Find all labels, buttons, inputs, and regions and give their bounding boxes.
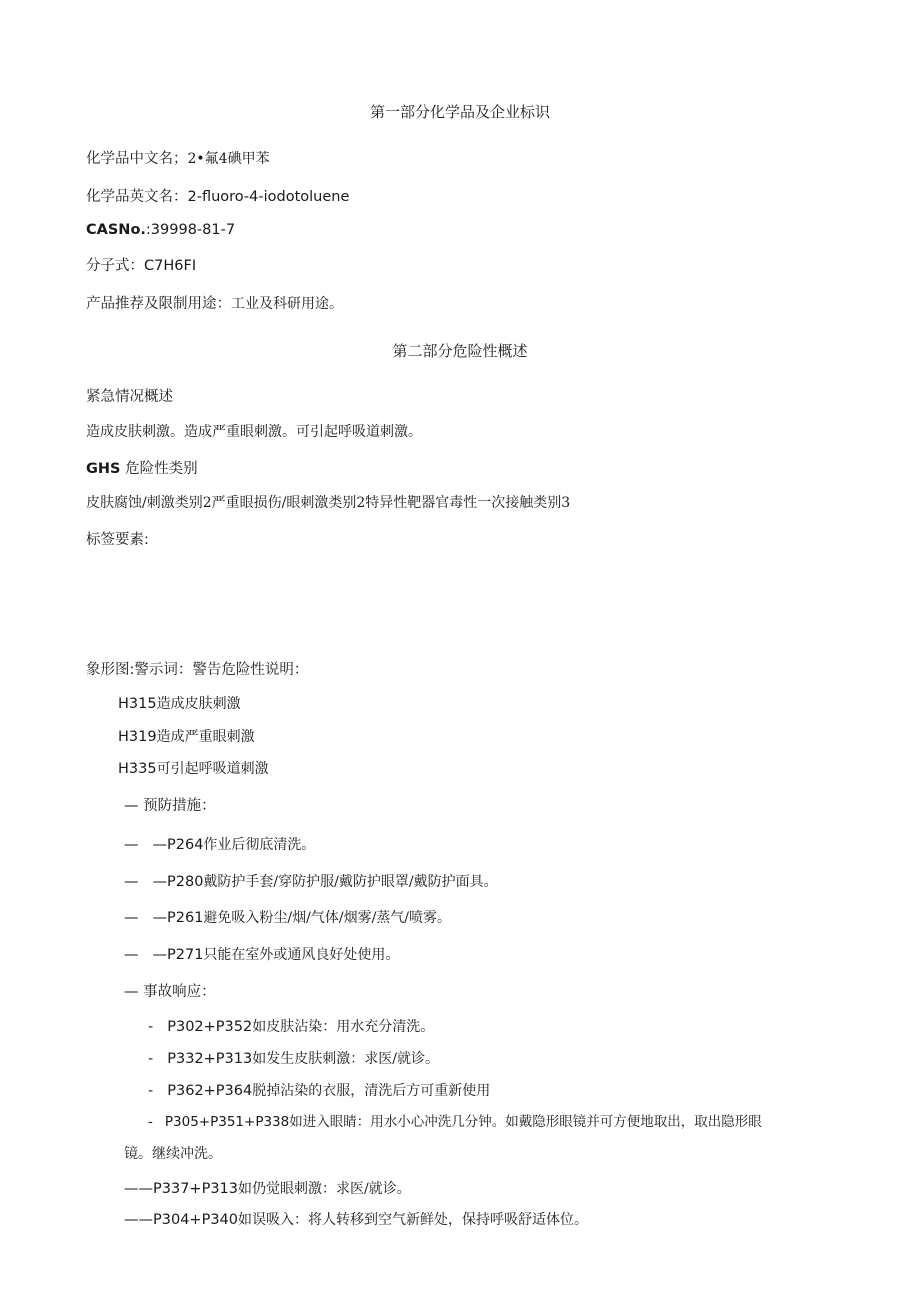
- precaution-text: 如误吸入：将人转移到空气新鲜处，保持呼吸舒适体位。: [238, 1212, 588, 1228]
- dash-marker: —: [124, 947, 139, 963]
- prevention-heading: — 预防措施：: [124, 798, 216, 814]
- prevention-item: [124, 835, 315, 855]
- precaution-code: P362+P364: [167, 1083, 253, 1099]
- precaution-text: 如发生皮肤刺激：求医/就诊。: [252, 1051, 439, 1067]
- dash-marker: -: [148, 1019, 154, 1035]
- precaution-code: P302+P352: [167, 1019, 253, 1035]
- hazard-code: H315: [118, 696, 157, 712]
- precaution-code: —P271: [152, 947, 204, 963]
- use-label: 产品推荐及限制用途：: [86, 296, 231, 312]
- formula-row: [86, 256, 196, 276]
- response-continuation: 镜。继续冲洗。: [124, 1146, 222, 1162]
- precaution-code: P305+P351+P338: [164, 1114, 290, 1130]
- response-item: [148, 1112, 762, 1132]
- chinese-name-label: 化学品中文名；: [86, 151, 188, 167]
- precaution-text: 只能在室外或通风良好处使用。: [203, 947, 400, 963]
- english-name-value: 2-fluoro-4-iodotoluene: [187, 189, 350, 205]
- dash-marker: —: [124, 874, 139, 890]
- part1-title: 第一部分化学品及企业标识: [369, 103, 550, 121]
- precaution-text: 如皮肤沾染：用水充分清洗。: [252, 1019, 435, 1035]
- precaution-text: 避免吸入粉尘/烟/气体/烟雾/蒸气/喷雾。: [203, 910, 452, 926]
- use-value: 工业及科研用途。: [231, 296, 343, 312]
- precaution-code: —P280: [152, 874, 204, 890]
- hazard-statement: [118, 727, 255, 747]
- response-item: [148, 1081, 490, 1101]
- hazard-text: 造成皮肤刺激: [156, 696, 241, 712]
- ghs-classification-text: 皮肤腐蚀/刺激类别2严重眼损伤/眼刺激类别2特异性靶器官毒性一次接触类别3: [86, 495, 571, 511]
- dash-marker: —: [124, 910, 139, 926]
- pictogram-signal-line: 象形图:警示词：警告危险性说明：: [86, 662, 309, 678]
- ghs-heading: 危险性类别: [125, 461, 198, 477]
- precaution-text: 脱掉沾染的衣服，清洗后方可重新使用: [252, 1083, 491, 1099]
- precaution-code: —P261: [152, 910, 204, 926]
- formula-label: 分子式：: [86, 258, 144, 274]
- hazard-statement: [118, 694, 241, 714]
- precaution-code: P332+P313: [167, 1051, 253, 1067]
- prevention-item: [124, 908, 451, 928]
- response-extra-item: [124, 1179, 411, 1199]
- dash-marker: —: [124, 837, 139, 853]
- hazard-code: H319: [118, 729, 157, 745]
- hazard-statement: [118, 759, 269, 779]
- emergency-heading: 紧急情况概述: [86, 389, 173, 405]
- precaution-code: ——P304+P340: [124, 1212, 238, 1228]
- prevention-item: [124, 872, 498, 892]
- dash-marker: -: [148, 1114, 153, 1130]
- hazard-text: 造成严重眼刺激: [156, 729, 255, 745]
- precaution-code: ——P337+P313: [124, 1181, 238, 1197]
- precaution-text: 如进入眼睛：用水小心冲洗几分钟。如戴隐形眼镜并可方便地取出，取出隐形眼: [289, 1114, 762, 1130]
- formula-value: C7H6FI: [144, 258, 197, 274]
- cas-value: :39998-81-7: [145, 222, 236, 238]
- english-name-row: [86, 187, 349, 207]
- chinese-name-value: 2•氟4碘甲苯: [187, 151, 270, 167]
- emergency-text: 造成皮肤刺激。造成严重眼刺激。可引起呼吸道刺激。: [86, 424, 422, 440]
- chinese-name-row: [86, 149, 270, 169]
- response-extra-item: [124, 1210, 588, 1230]
- english-name-label: 化学品英文名：: [86, 189, 188, 205]
- hazard-text: 可引起呼吸道刺激: [156, 761, 269, 777]
- dash-marker: -: [148, 1051, 154, 1067]
- dash-marker: -: [148, 1083, 154, 1099]
- cas-label: CASNo.: [86, 222, 146, 238]
- precaution-text: 如仍觉眼刺激：求医/就诊。: [238, 1181, 411, 1197]
- precaution-code: —P264: [152, 837, 204, 853]
- prevention-item: [124, 945, 399, 965]
- hazard-code: H335: [118, 761, 157, 777]
- precaution-text: 作业后彻底清洗。: [203, 837, 316, 853]
- label-elements-heading: 标签要素:: [86, 532, 149, 548]
- response-item: [148, 1017, 434, 1037]
- response-heading: — 事故响应：: [124, 984, 216, 1000]
- cas-row: [86, 220, 235, 240]
- ghs-heading-row: [86, 459, 198, 479]
- response-item: [148, 1049, 439, 1069]
- part2-title: 第二部分危险性概述: [392, 342, 528, 360]
- precaution-text: 戴防护手套/穿防护服/戴防护眼罩/戴防护面具。: [203, 874, 498, 890]
- use-row: [86, 294, 343, 314]
- ghs-prefix: GHS: [86, 461, 121, 477]
